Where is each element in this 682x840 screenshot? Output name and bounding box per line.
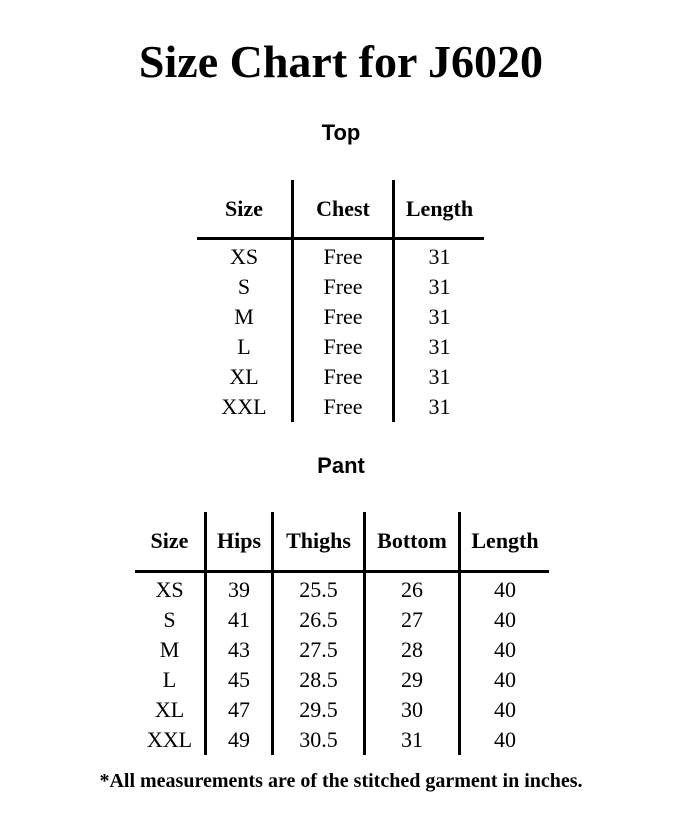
column-header-length: Length (460, 512, 550, 572)
length-cell: 31 (394, 239, 485, 273)
chest-cell: Free (293, 302, 394, 332)
table-header-row (197, 180, 484, 239)
table-row (135, 605, 549, 635)
column-header-chest: Chest (293, 180, 394, 239)
page-title: Size Chart for J6020 (138, 36, 544, 87)
length-cell: 31 (394, 392, 485, 422)
hips-cell: 39 (206, 572, 273, 606)
table-row (197, 272, 484, 302)
chest-cell: Free (293, 239, 394, 273)
table-row (135, 572, 549, 606)
table-row (135, 725, 549, 755)
length-cell: 40 (460, 572, 550, 606)
thighs-cell: 29.5 (273, 695, 365, 725)
size-cell: XS (229, 244, 259, 269)
column-header-thighs: Thighs (273, 512, 365, 572)
chest-cell: Free (293, 362, 394, 392)
table-row (135, 665, 549, 695)
size-cell: S (237, 274, 251, 299)
top-size-table (197, 180, 484, 422)
bottom-cell: 30 (365, 695, 460, 725)
column-header-hips: Hips (206, 512, 273, 572)
table-header-row (135, 512, 549, 572)
pant-size-table (135, 512, 549, 755)
column-header-size: Size (135, 512, 206, 572)
size-cell: XL (229, 364, 259, 389)
length-cell: 31 (394, 272, 485, 302)
table-row (197, 392, 484, 422)
bottom-cell: 27 (365, 605, 460, 635)
bottom-cell: 29 (365, 665, 460, 695)
pant-section-heading: Pant (317, 453, 365, 478)
table-row (197, 239, 484, 273)
size-cell: M (234, 304, 254, 329)
size-cell: L (162, 667, 177, 692)
size-cell: XS (155, 577, 184, 602)
size-cell: XXL (221, 394, 267, 419)
bottom-cell: 26 (365, 572, 460, 606)
chest-cell: Free (293, 392, 394, 422)
size-cell: L (237, 334, 251, 359)
hips-cell: 45 (206, 665, 273, 695)
chest-cell: Free (293, 272, 394, 302)
length-cell: 31 (394, 302, 485, 332)
length-cell: 31 (394, 332, 485, 362)
table-row (135, 635, 549, 665)
table-row (197, 302, 484, 332)
column-header-bottom: Bottom (365, 512, 460, 572)
table-row (197, 332, 484, 362)
thighs-cell: 28.5 (273, 665, 365, 695)
size-cell: XXL (146, 727, 193, 752)
length-cell: 40 (460, 665, 550, 695)
measurement-footnote: *All measurements are of the stitched garment in inches. (99, 770, 583, 792)
thighs-cell: 25.5 (273, 572, 365, 606)
hips-cell: 47 (206, 695, 273, 725)
chest-cell: Free (293, 332, 394, 362)
bottom-cell: 31 (365, 725, 460, 755)
hips-cell: 43 (206, 635, 273, 665)
thighs-cell: 27.5 (273, 635, 365, 665)
bottom-cell: 28 (365, 635, 460, 665)
table-row (197, 362, 484, 392)
table-row (135, 695, 549, 725)
length-cell: 40 (460, 725, 550, 755)
column-header-size: Size (197, 180, 293, 239)
hips-cell: 41 (206, 605, 273, 635)
column-header-length: Length (394, 180, 485, 239)
thighs-cell: 26.5 (273, 605, 365, 635)
size-cell: S (163, 607, 176, 632)
length-cell: 40 (460, 605, 550, 635)
length-cell: 40 (460, 635, 550, 665)
top-section-heading: Top (321, 120, 361, 145)
length-cell: 40 (460, 695, 550, 725)
length-cell: 31 (394, 362, 485, 392)
hips-cell: 49 (206, 725, 273, 755)
size-cell: M (159, 637, 180, 662)
size-cell: XL (154, 697, 185, 722)
thighs-cell: 30.5 (273, 725, 365, 755)
